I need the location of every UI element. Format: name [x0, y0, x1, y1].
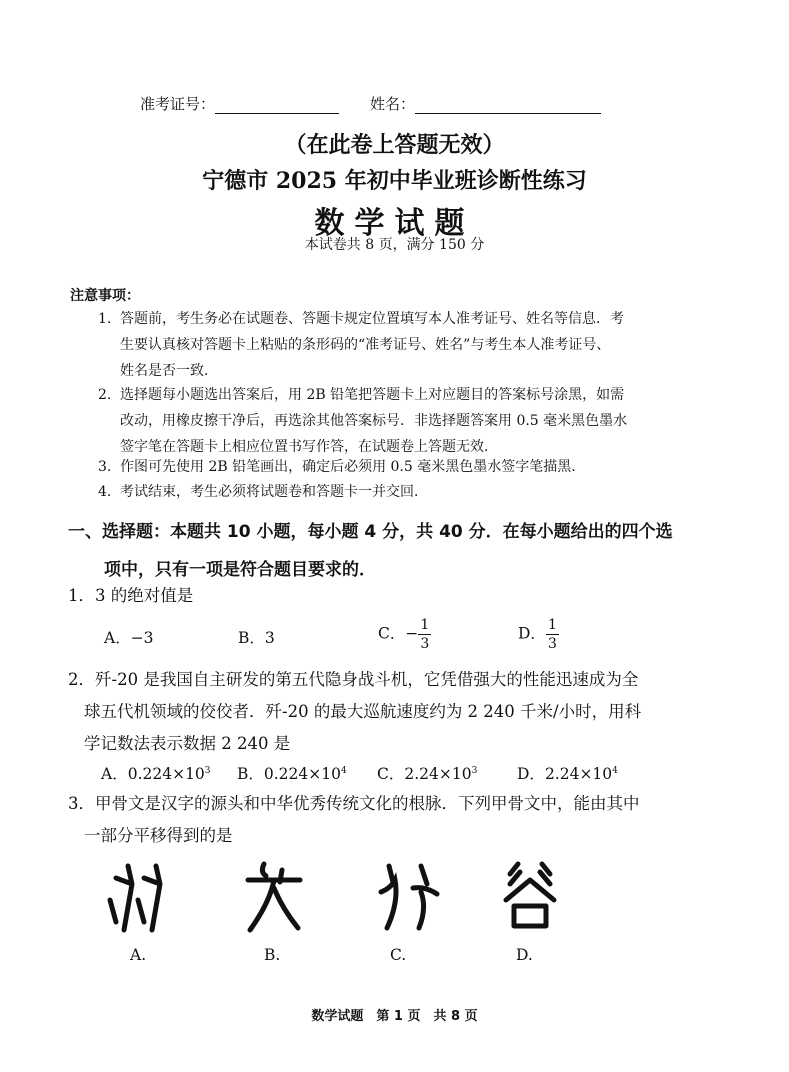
name-label: 姓名：: [370, 95, 416, 113]
notice-line: 作图可先使用 2B 铅笔画出，确定后必须用 0.5 毫米黑色墨水签字笔描黑．: [120, 459, 586, 475]
q2-option-a: [101, 762, 211, 784]
question-2-line-2: 球五代机领域的佼佼者．歼-20 的最大巡航速度约为 2 240 千米/小时，用科: [84, 702, 642, 721]
subject-title: 数学试题: [314, 206, 475, 241]
denominator: 3: [547, 636, 557, 652]
name-blank: [415, 97, 601, 114]
q2-option-c: [377, 762, 477, 784]
option-exponent: 4: [612, 765, 618, 776]
denominator: 3: [420, 636, 430, 652]
q3-option-c: C.: [390, 946, 407, 964]
notice-item-number: 4.: [98, 484, 112, 500]
question-2-line-3: 学记数法表示数据 2 240 是: [84, 734, 291, 753]
notice-line: 生要认真核对答题卡上粘贴的条形码的“准考证号、姓名”与考生本人准考证号、: [120, 337, 611, 353]
notice-line: 改动，用橡皮擦干净后，再选涂其他答案标号．非选择题答案用 0.5 毫米黑色墨水: [120, 413, 628, 429]
notice-item-number: 3.: [98, 459, 112, 475]
fraction: [418, 616, 431, 653]
exam-id-field: [140, 93, 339, 114]
oracle-glyph-d: [496, 858, 566, 933]
question-3-stem: [68, 788, 688, 852]
q3-option-a: A.: [130, 946, 147, 964]
option-exponent: 3: [471, 765, 478, 776]
section-heading-line-2: 项中，只有一项是符合题目要求的．: [104, 560, 376, 580]
option-exponent: 4: [340, 765, 347, 776]
notice-item-3: [100, 454, 680, 480]
option-label: B．: [237, 765, 264, 783]
q3-option-d: D.: [516, 946, 533, 964]
notice-item-number: 2.: [98, 387, 112, 403]
section-heading-line-1: 一、选择题：本题共 10 小题，每小题 4 分，共 40 分．在每小题给出的四个选: [68, 522, 673, 542]
notice-line: 考试结束，考生必须将试题卷和答题卡一并交回．: [120, 484, 428, 500]
q1-option-a: A．−3: [104, 629, 154, 647]
question-1-stem: 1．3 的绝对值是: [68, 586, 194, 605]
option-exponent: 3: [204, 765, 211, 776]
notice-line: 答题前，考生务必在试题卷、答题卡规定位置填写本人准考证号、姓名等信息．考: [120, 311, 624, 327]
numerator: 1: [547, 617, 557, 633]
notice-line: 签字笔在答题卡上相应位置书写作答，在试题卷上答题无效．: [120, 439, 498, 455]
option-base: 0.224×10: [127, 765, 205, 783]
notice-item-2: [100, 382, 680, 460]
question-2-stem: [68, 664, 688, 760]
exam-id-blank: [215, 97, 339, 114]
invalid-note: （在此卷上答题无效）: [284, 132, 505, 158]
q3-option-b: B.: [264, 946, 281, 964]
q1-option-c-label: C．: [378, 624, 406, 643]
option-label: A．: [101, 765, 128, 783]
notice-line: 选择题每小题选出答案后，用 2B 铅笔把答题卡上对应题目的答案标号涂黑，如需: [120, 387, 625, 403]
question-3-line-2: 一部分平移得到的是: [84, 826, 233, 845]
q2-option-b: [237, 762, 347, 784]
exam-name: 宁德市 2025 年初中毕业班诊断性练习: [202, 168, 587, 194]
option-label: D．: [517, 765, 545, 783]
page-footer: 数学试题 第 1 页 共 8 页: [311, 1009, 478, 1024]
question-3-line-1: 3．甲骨文是汉字的源头和中华优秀传统文化的根脉．下列甲骨文中，能由其中: [68, 794, 640, 813]
section-heading: [68, 516, 688, 586]
notice-title: 注意事项：: [70, 288, 140, 304]
q2-option-d: [517, 762, 618, 784]
q1-option-d: [518, 616, 559, 653]
exam-id-label: 准考证号：: [140, 95, 216, 113]
notice-item-4: [100, 479, 680, 505]
option-label: C．: [377, 765, 405, 783]
name-field: [370, 93, 601, 114]
option-base: 0.224×10: [263, 765, 341, 783]
notice-line: 姓名是否一致．: [120, 363, 218, 379]
q1-option-b: B．3: [238, 629, 275, 647]
fraction: [546, 616, 559, 653]
option-base: 2.24×10: [404, 765, 472, 783]
exam-info: 本试卷共 8 页，满分 150 分: [304, 237, 485, 253]
minus-sign: −: [405, 624, 419, 643]
oracle-glyph-b: [240, 858, 310, 933]
notice-item-1: [100, 306, 680, 384]
oracle-glyph-c: [375, 858, 445, 933]
notice-item-number: 1.: [98, 311, 112, 327]
numerator: 1: [420, 617, 430, 633]
q1-option-d-label: D．: [518, 624, 546, 643]
option-base: 2.24×10: [544, 765, 613, 783]
question-2-line-1: 2．歼-20 是我国自主研发的第五代隐身战斗机，它凭借强大的性能迅速成为全: [68, 670, 639, 689]
oracle-glyph-a: [106, 860, 176, 935]
q1-option-c: [378, 616, 431, 653]
